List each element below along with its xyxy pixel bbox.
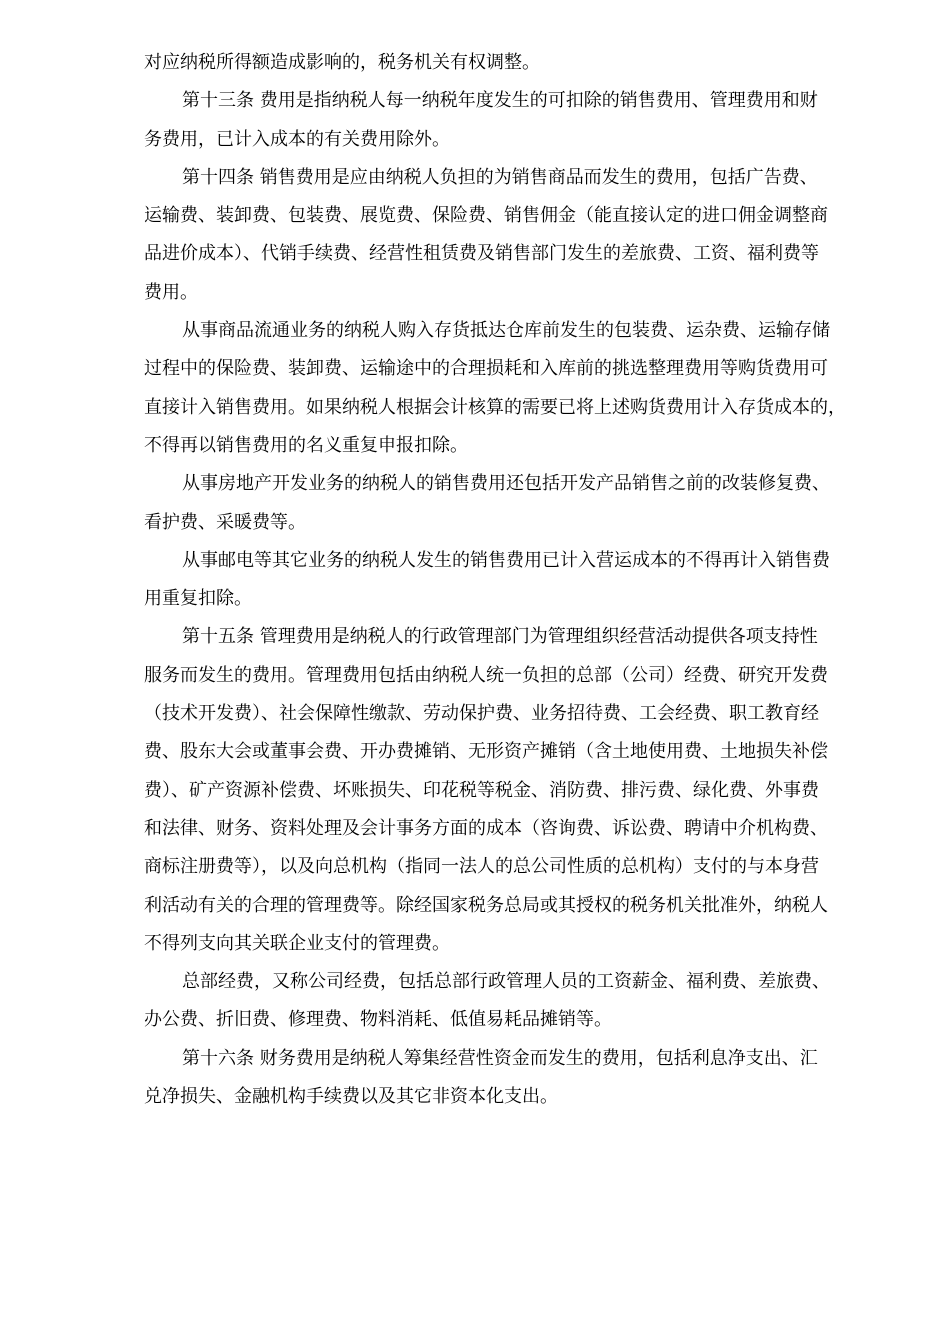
paragraph-line: 利活动有关的合理的管理费等。除经国家税务总局或其授权的税务机关批准外，纳税人 — [144, 894, 828, 916]
paragraph-line: 兑净损失、金融机构手续费以及其它非资本化支出。 — [144, 1086, 558, 1108]
paragraph-first-line: 从事房地产开发业务的纳税人的销售费用还包括开发产品销售之前的改装修复费、 — [182, 473, 830, 495]
paragraph-line: 用重复扣除。 — [144, 588, 252, 610]
paragraph-line: 直接计入销售费用。如果纳税人根据会计核算的需要已将上述购货费用计入存货成本的， — [144, 396, 846, 418]
paragraph-line: 不得列支向其关联企业支付的管理费。 — [144, 932, 450, 954]
paragraph-line: 服务而发生的费用。管理费用包括由纳税人统一负担的总部（公司）经费、研究开发费 — [144, 664, 828, 686]
paragraph-first-line: 第十五条 管理费用是纳税人的行政管理部门为管理组织经营活动提供各项支持性 — [182, 626, 818, 648]
paragraph-line: 品进价成本）、代销手续费、经营性租赁费及销售部门发生的差旅费、工资、福利费等 — [144, 243, 819, 265]
paragraph-line: 商标注册费等），以及向总机构（指同一法人的总公司性质的总机构）支付的与本身营 — [144, 856, 819, 878]
paragraph-first-line: 总部经费，又称公司经费，包括总部行政管理人员的工资薪金、福利费、差旅费、 — [182, 971, 830, 993]
paragraph-line: 看护费、采暖费等。 — [144, 511, 306, 533]
paragraph-first-line: 从事邮电等其它业务的纳税人发生的销售费用已计入营运成本的不得再计入销售费 — [182, 549, 830, 571]
paragraph-first-line: 第十四条 销售费用是应由纳税人负担的为销售商品而发生的费用，包括广告费、 — [182, 166, 818, 188]
paragraph-first-line: 第十六条 财务费用是纳税人筹集经营性资金而发生的费用，包括利息净支出、汇 — [182, 1047, 818, 1069]
document-body — [144, 44, 879, 1116]
paragraph-line: 费、股东大会或董事会费、开办费摊销、无形资产摊销（含土地使用费、土地损失补偿 — [144, 741, 828, 763]
paragraph-line: 费）、矿产资源补偿费、坏账损失、印花税等税金、消防费、排污费、绿化费、外事费 — [144, 779, 819, 801]
paragraph-line: 办公费、折旧费、修理费、物料消耗、低值易耗品摊销等。 — [144, 1009, 612, 1031]
paragraph-first-line: 从事商品流通业务的纳税人购入存货抵达仓库前发生的包装费、运杂费、运输存储 — [182, 320, 830, 342]
paragraph-line: 务费用，已计入成本的有关费用除外。 — [144, 128, 450, 150]
paragraph-line: 对应纳税所得额造成影响的，税务机关有权调整。 — [144, 52, 540, 73]
paragraph-line: （技术开发费）、社会保障性缴款、劳动保护费、业务招待费、工会经费、职工教育经 — [144, 703, 819, 725]
paragraph-line: 过程中的保险费、装卸费、运输途中的合理损耗和入库前的挑选整理费用等购货费用可 — [144, 358, 828, 380]
paragraph-line: 不得再以销售费用的名义重复申报扣除。 — [144, 434, 468, 456]
paragraph-line: 运输费、装卸费、包装费、展览费、保险费、销售佣金（能直接认定的进口佣金调整商 — [144, 205, 828, 227]
paragraph-line: 和法律、财务、资料处理及会计事务方面的成本（咨询费、诉讼费、聘请中介机构费、 — [144, 817, 828, 839]
paragraph-first-line: 第十三条 费用是指纳税人每一纳税年度发生的可扣除的销售费用、管理费用和财 — [182, 90, 818, 112]
paragraph-line: 费用。 — [144, 281, 198, 303]
